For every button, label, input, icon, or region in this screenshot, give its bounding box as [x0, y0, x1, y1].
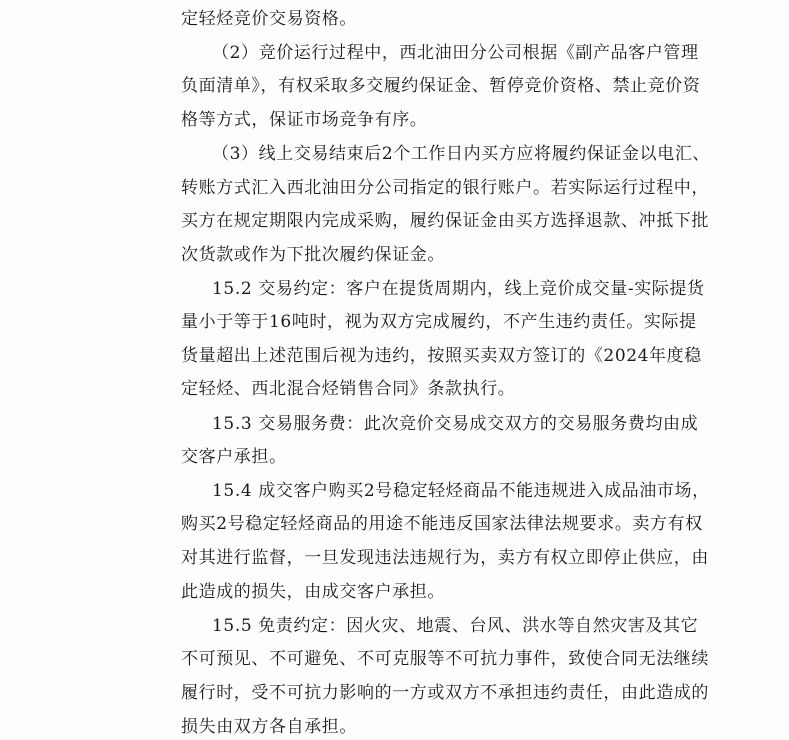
text-line: 转账方式汇入西北油田分公司指定的银行账户。若实际运行过程中， — [181, 178, 709, 198]
text-line: 格等方式，保证市场竞争有序。 — [181, 110, 428, 130]
text-line: 定轻烃、西北混合烃销售合同》条款执行。 — [181, 379, 516, 399]
text-line: 对其进行监督，一旦发现违法违规行为，卖方有权立即停止供应，由 — [181, 548, 709, 568]
text-line: 15.2 交易约定：客户在提货周期内，线上竞价成交量-实际提货 — [212, 279, 705, 299]
text-line: 15.5 免责约定：因火灾、地震、台风、洪水等自然灾害及其它 — [212, 616, 699, 636]
text-line: 此造成的损失，由成交客户承担。 — [181, 582, 445, 602]
text-line: 15.3 交易服务费：此次竞价交易成交双方的交易服务费均由成 — [212, 414, 699, 434]
text-line: 履行时，受不可抗力影响的一方或双方不承担违约责任，由此造成的 — [181, 683, 709, 703]
text-line: 定轻烃竞价交易资格。 — [181, 9, 357, 29]
text-line: 15.4 成交客户购买2号稳定轻烃商品不能违规进入成品油市场， — [212, 481, 710, 501]
text-line: （3）线上交易结束后2个工作日内买方应将履约保证金以电汇、 — [212, 144, 711, 164]
text-line: 负面清单》，有权采取多交履约保证金、暂停竞价资格、禁止竞价资 — [181, 76, 701, 96]
text-line: 不可预见、不可避免、不可克服等不可抗力事件，致使合同无法继续 — [181, 649, 709, 669]
text-line: 购买2号稳定轻烃商品的用途不能违反国家法律法规要求。卖方有权 — [181, 514, 703, 534]
text-line: 货量超出上述范围后视为违约，按照买卖双方签订的《2024年度稳 — [181, 346, 702, 366]
text-line: 损失由双方各自承担。 — [181, 717, 357, 737]
text-line: 交客户承担。 — [181, 447, 287, 467]
text-line: （2）竞价运行过程中，西北油田分公司根据《副产品客户管理 — [212, 43, 699, 63]
text-line: 次货款或作为下批次履约保证金。 — [181, 245, 445, 265]
text-line: 买方在规定期限内完成采购，履约保证金由买方选择退款、冲抵下批 — [181, 211, 709, 231]
text-line: 量小于等于16吨时，视为双方完成履约，不产生违约责任。实际提 — [181, 312, 697, 332]
